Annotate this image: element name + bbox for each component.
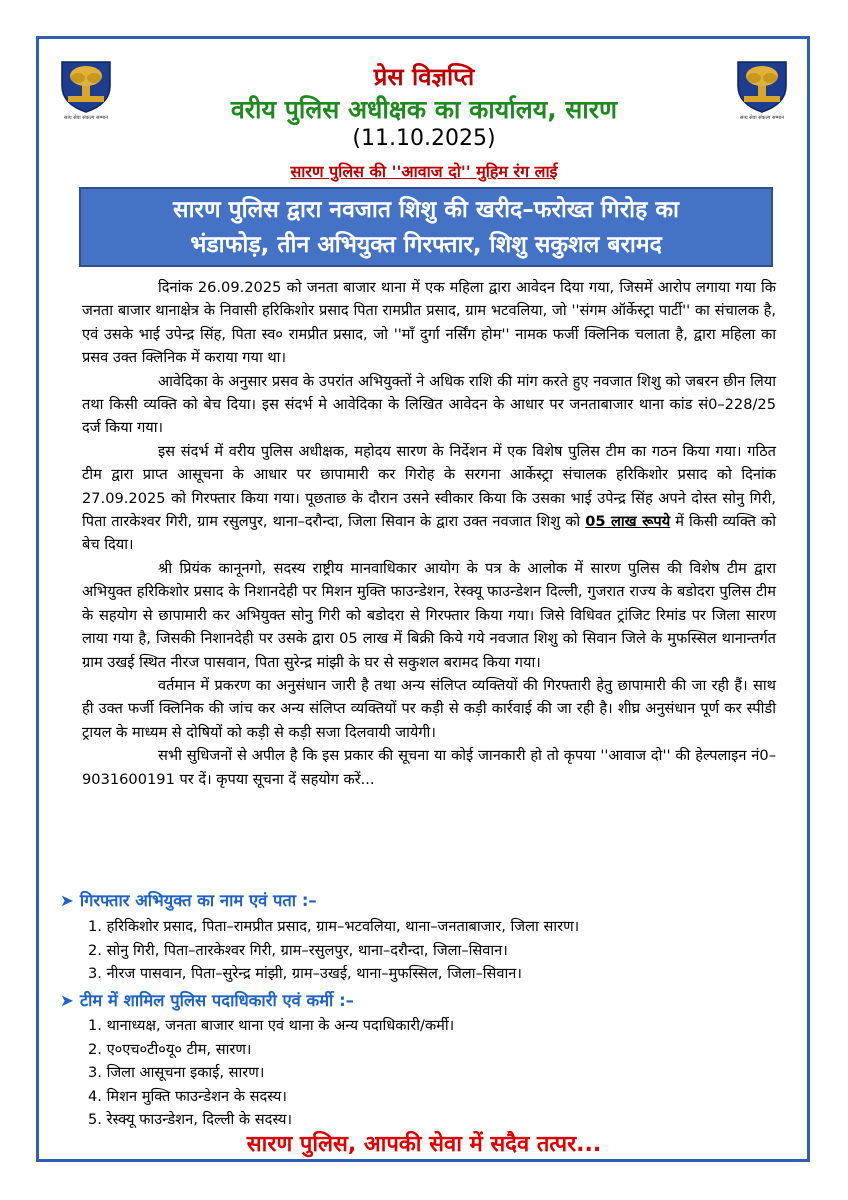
accused-title-text: गिरफ्तार अभियुक्त का नाम एवं पता :– <box>79 891 317 910</box>
release-date: (11.10.2025) <box>352 126 496 151</box>
accused-list <box>88 915 579 986</box>
list-item: 1. हरिकिशोर प्रसाद, पिता–रामप्रीत प्रसाद, ग्राम–भटवलिया, थाना–जनताबाजार, जिला सारण। <box>88 918 580 935</box>
body-text <box>82 276 776 791</box>
list-item: 3. नीरज पासवान, पिता–सुरेन्द्र मांझी, ग्राम–उखई, थाना–मुफस्सिल, जिला–सिवान। <box>88 965 522 982</box>
logo-caption: सत्य सेवा संकल्प सम्मान <box>739 115 785 121</box>
office-title: वरीय पुलिस अधीक्षक का कार्यालय, सारण <box>230 95 618 124</box>
headline-line-1: सारण पुलिस द्वारा नवजात शिशु की खरीद–फरोख्त गिरोह का <box>173 197 679 223</box>
paragraph-3 <box>82 440 776 557</box>
paragraph-5: वर्तमान में प्रकरण का अनुसंधान जारी है तथा अन्य संलिप्त व्यक्तियों की गिरफ्तारी हेतु छापामारी की जा रही हैं। साथ ही उक्त फर्जी क्लिनिक की जांच कर अन्य संलिप्त व्यक्तियों पर कड़ी से कड़ी कार्रवाई की जा रही है। शीघ्र अनुसंधान पूर्ण कर स्पीडी ट्रायल के माध्यम से दोषियों को कड़ी से कड़ी सजा दिलवायी जायेगी। <box>82 676 776 741</box>
footer-slogan: सारण पुलिस, आपकी सेवा में सदैव तत्पर... <box>246 1132 602 1157</box>
press-release-title: प्रेस विज्ञप्ति <box>373 63 475 91</box>
arrow-bullet-icon: ➤ <box>60 991 74 1010</box>
tagline-text: सारण पुलिस की ''आवाज दो'' मुहिम रंग लाई <box>290 162 558 181</box>
paragraph-6: सभी सुधिजनों से अपील है कि इस प्रकार की सूचना या कोई जानकारी हो तो कृपया ''आवाज दो'' की हेल्पलाइन नं0–9031600191 पर दें। कृपया सूचना दें सहयोग करें... <box>82 747 776 788</box>
headline-box <box>79 187 773 267</box>
paragraph-2: आवेदिका के अनुसार प्रसव के उपरांत अभियुक्तों ने अधिक राशि की मांग करते हुए नवजात शिशु को जबरन छीन लिया तथा किसी व्यक्ति को बेच दिया। इस संदर्भ मे आवेदिका के लिखित आवेदन के आधार पर जनताबाजार थाना कांड सं0–228/25 दर्ज किया गया। <box>82 372 776 437</box>
headline-line-2: भंडाफोड़, तीन अभियुक्त गिरफ्तार, शिशु सकुशल बरामद <box>190 232 662 258</box>
team-title-text: टीम में शामिल पुलिस पदाधिकारी एवं कर्मी :– <box>79 991 354 1010</box>
list-item: 4. मिशन मुक्ति फाउन्डेशन के सदस्य। <box>88 1087 287 1105</box>
list-item: 2. ए०एच०टी०यू० टीम, सारण। <box>88 1040 252 1058</box>
accused-section-title <box>60 888 317 911</box>
paragraph-3-part-b: में किसी व्यक्ति को बेच दिया। <box>82 513 776 554</box>
team-list <box>88 1014 454 1132</box>
paragraph-4: श्री प्रियंक कानूनगो, सदस्य राष्ट्रीय मानवाधिकार आयोग के पत्र के आलोक में सारण पुलिस की विशेष टीम द्वारा अभियुक्त हरिकिशोर प्रसाद के निशानदेही पर मिशन मुक्ति फाउन्डेशन, रेस्क्यू फाउन्डेशन दिल्ली, गुजरात राज्य के बडोदरा पुलिस टीम के सहयोग से छापामारी कर अभियुक्त सोनु गिरी को बडोदरा से गिरफ्तार किया गया। जिसे विधिवत ट्रांजिट रिमांड पर जिला सारण लाया गया है, जिसकी निशानदेही पर उसके द्वारा 05 लाख में बिक्री किये गये नवजात शिशु को सिवान जिले के मुफस्सिल थानान्तर्गत ग्राम उखई स्थित नीरज पासवान, पिता सुरेन्द्र मांझी के घर से सकुशल बरामद किया गया। <box>82 559 776 671</box>
arrow-bullet-icon: ➤ <box>60 891 74 910</box>
list-item: 3. जिला आसूचना इकाई, सारण। <box>88 1064 265 1081</box>
team-section-title <box>60 988 354 1011</box>
list-item: 2. सोनु गिरी, पिता–तारकेश्वर गिरी, ग्राम–रसुलपुर, थाना–दरौन्दा, जिला–सिवान। <box>88 941 508 959</box>
list-item: 5. रेस्क्यू फाउन्डेशन, दिल्ली के सदस्य। <box>88 1111 293 1128</box>
amount-highlight: 05 लाख रूपये <box>585 513 671 531</box>
paragraph-3-part-a: इस संदर्भ में वरीय पुलिस अधीक्षक, महोदय सारण के निर्देशन में एक विशेष पुलिस टीम का गठन किया गया। गठित टीम द्वारा प्राप्त आसूचना के आधार पर छापामारी कर गिरोह के सरगना आर्केस्ट्रा संचालक हरिकिशोर प्रसाद को दिनांक 27.09.2025 को गिरफ्तार किया गया। पूछताछ के दौरान उसने स्वीकार किया कि उसका भाई उपेन्द्र सिंह अपने दोस्त सोनु गिरी, पिता तारकेश्वर गिरी, ग्राम रसुलपुर, थाना–दरौन्दा, जिला सिवान के द्वारा उक्त नवजात शिशु को <box>82 442 776 531</box>
list-item: 1. थानाध्यक्ष, जनता बाजार थाना एवं थाना के अन्य पदाधिकारी/कर्मी। <box>88 1017 455 1034</box>
paragraph-1: दिनांक 26.09.2025 को जनता बाजार थाना में एक महिला द्वारा आवेदन दिया गया, जिसमें आरोप लगाया गया कि जनता बाजार थानाक्षेत्र के निवासी हरिकिशोर प्रसाद पिता रामप्रीत प्रसाद, ग्राम भटवलिया, जो ''संगम ऑर्केस्ट्रा पार्टी'' का संचालक है, एवं उसके भाई उपेन्द्र सिंह, पिता स्व० रामप्रीत प्रसाद, जो ''माँ दुर्गा नर्सिंग होम'' नामक फर्जी क्लिनिक चलाता है, द्वारा महिला का प्रसव उक्त क्लिनिक में कराया गया था। <box>82 279 776 367</box>
logo-caption: सत्य सेवा संकल्प सम्मान <box>63 115 109 121</box>
tagline <box>0 160 848 182</box>
